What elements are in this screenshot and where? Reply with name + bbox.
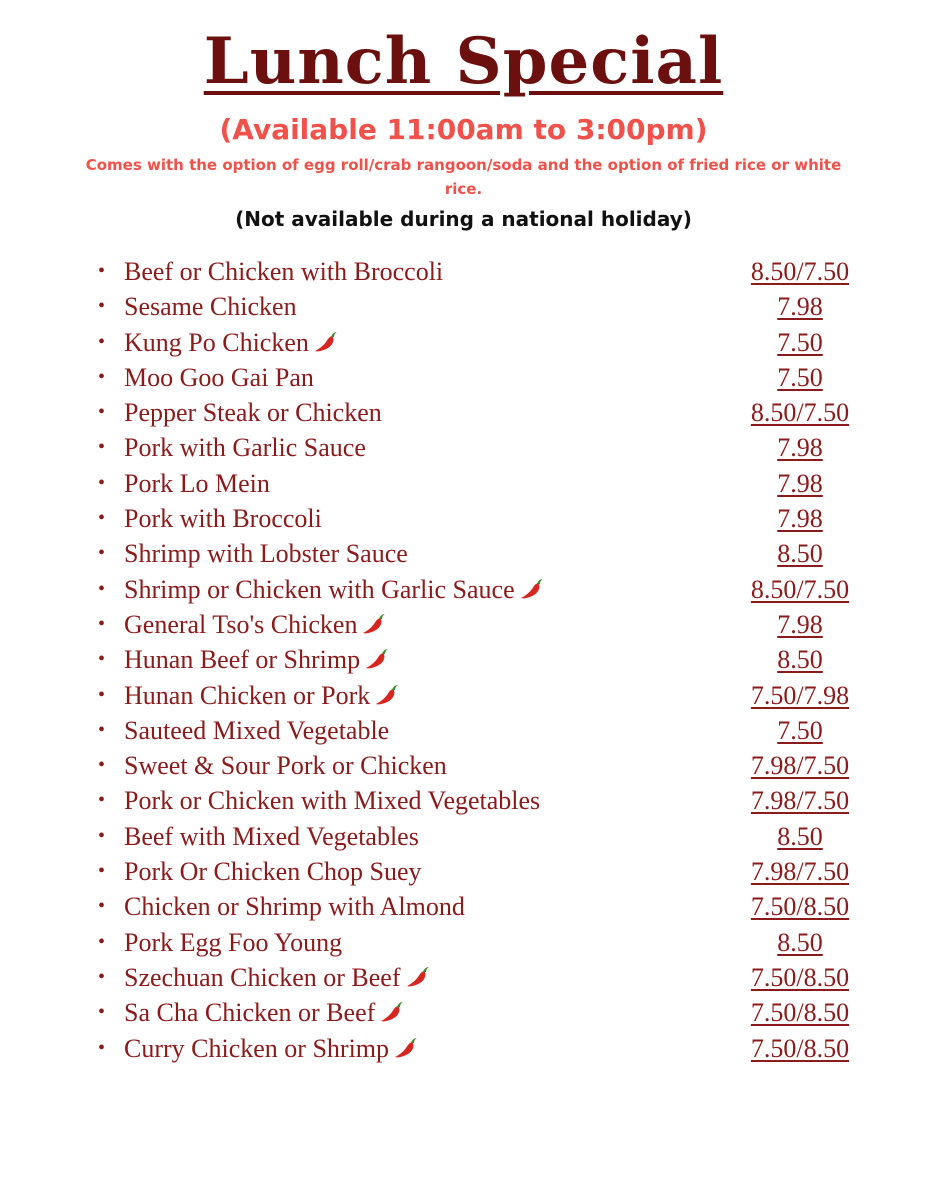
menu-item-price: 7.50	[777, 715, 823, 745]
menu-item	[0, 360, 927, 395]
menu-item-label: Beef or Chicken with Broccoli	[124, 257, 444, 286]
menu-item-price: 8.50	[777, 821, 823, 851]
menu-item	[0, 395, 927, 430]
menu-item-name	[124, 430, 366, 465]
menu-item-price: 8.50/7.50	[750, 574, 850, 604]
menu-item	[0, 501, 927, 536]
menu-item-label: Pork Or Chicken Chop Suey	[124, 857, 422, 887]
bullet-icon: •	[98, 577, 106, 600]
menu-item-name	[124, 713, 389, 748]
menu-item-name	[124, 642, 390, 677]
chili-pepper-icon	[361, 612, 387, 636]
menu-item-name	[124, 783, 540, 818]
bullet-icon: •	[98, 260, 106, 282]
bullet-icon: •	[98, 471, 106, 494]
menu-item-name	[124, 360, 314, 395]
menu-item-price: 7.50/8.50	[750, 962, 850, 992]
menu-item-name	[124, 289, 297, 324]
menu-item	[0, 289, 927, 324]
menu-item-name	[124, 854, 422, 889]
menu-item-label: Shrimp with Lobster Sauce	[124, 539, 408, 569]
menu-item-name	[124, 325, 339, 360]
menu-item-name	[124, 254, 443, 289]
menu-item-price: 8.50	[777, 927, 823, 957]
chili-pepper-icon	[313, 330, 339, 354]
chili-pepper-icon	[519, 577, 545, 601]
menu-item-price: 8.50/7.50	[750, 398, 850, 428]
bullet-icon: •	[98, 507, 106, 530]
menu-list	[0, 254, 927, 1066]
holiday-notice: (Not available during a national holiday)	[235, 207, 692, 231]
page-title	[0, 22, 927, 102]
menu-item-price: 7.50/8.50	[750, 998, 850, 1028]
bullet-icon: •	[98, 365, 106, 388]
menu-item-label: Hunan Beef or Shrimp	[124, 645, 361, 675]
menu-item-price: 7.98/7.50	[750, 857, 850, 887]
menu-item	[0, 783, 927, 818]
menu-item-label: Sweet & Sour Pork or Chicken	[124, 751, 447, 781]
menu-item-price: 8.50	[777, 539, 823, 569]
menu-item-label: Pork with Garlic Sauce	[124, 433, 366, 463]
menu-item	[0, 325, 927, 360]
menu-item	[0, 607, 927, 642]
menu-item	[0, 678, 927, 713]
menu-item	[0, 1031, 927, 1066]
menu-item-name	[124, 819, 419, 854]
menu-item	[0, 995, 927, 1030]
menu-item-price: 7.98/7.50	[750, 786, 850, 816]
menu-item-price: 7.98	[777, 609, 823, 639]
menu-item	[0, 536, 927, 571]
bullet-icon: •	[98, 295, 106, 318]
bullet-icon: •	[98, 965, 106, 988]
sides-note: Comes with the option of egg roll/crab rangoon/soda and the option of fried rice or white rice.	[85, 156, 842, 198]
menu-item	[0, 572, 927, 607]
menu-item-label: Szechuan Chicken or Beef	[124, 962, 401, 992]
menu-item-price: 7.98	[777, 468, 823, 498]
bullet-icon: •	[98, 754, 106, 777]
menu-item-label: Shrimp or Chicken with Garlic Sauce	[124, 574, 515, 604]
menu-item-name	[124, 572, 545, 607]
menu-item-label: Pork Lo Mein	[124, 468, 270, 498]
menu-item-label: Moo Goo Gai Pan	[124, 362, 314, 392]
menu-item	[0, 960, 927, 995]
bullet-icon: •	[98, 648, 106, 671]
menu-item-price: 7.50	[777, 327, 823, 357]
bullet-icon: •	[98, 436, 106, 459]
bullet-icon: •	[98, 789, 106, 812]
menu-item-name	[124, 748, 447, 783]
menu-item-name	[124, 536, 408, 571]
bullet-icon: •	[98, 718, 106, 741]
menu-item-label: General Tso's Chicken	[124, 609, 358, 639]
chili-pepper-icon	[393, 1036, 419, 1060]
menu-item-price: 7.98	[777, 504, 823, 534]
menu-item-label: Pork with Broccoli	[124, 504, 322, 534]
bullet-icon: •	[98, 683, 106, 706]
bullet-icon: •	[98, 401, 106, 424]
chili-pepper-icon	[364, 647, 390, 671]
menu-item-name	[124, 607, 387, 642]
menu-item-label: Hunan Chicken or Pork	[124, 680, 371, 710]
menu-item	[0, 925, 927, 960]
menu-item	[0, 889, 927, 924]
menu-item-label: Sauteed Mixed Vegetable	[124, 715, 390, 745]
menu-item	[0, 642, 927, 677]
menu-item-name	[124, 466, 270, 501]
bullet-icon: •	[98, 330, 106, 353]
menu-item-price: 7.98/7.50	[750, 751, 850, 781]
menu-item	[0, 854, 927, 889]
bullet-icon: •	[98, 612, 106, 635]
page-title-text: Lunch Special	[203, 24, 724, 99]
menu-item-price: 7.50/8.50	[750, 1033, 850, 1063]
menu-item	[0, 254, 927, 289]
menu-item-label: Chicken or Shrimp with Almond	[124, 892, 465, 922]
bullet-icon: •	[98, 542, 106, 565]
menu-item-price: 7.50	[777, 362, 823, 392]
menu-item-label: Kung Po Chicken	[124, 327, 309, 357]
bullet-icon: •	[98, 1036, 106, 1059]
menu-item-label: Pepper Steak or Chicken	[124, 398, 382, 428]
menu-item	[0, 713, 927, 748]
availability-hours: (Available 11:00am to 3:00pm)	[219, 113, 708, 146]
menu-item-name	[124, 501, 322, 536]
menu-item-price: 7.98	[777, 292, 823, 322]
menu-item-name	[124, 1031, 419, 1066]
menu-item-name	[124, 678, 400, 713]
menu-item-name	[124, 889, 465, 924]
menu-item-name	[124, 960, 431, 995]
menu-item-name	[124, 395, 382, 430]
chili-pepper-icon	[374, 683, 400, 707]
menu-item-price: 7.98	[777, 433, 823, 463]
menu-item-name	[124, 995, 405, 1030]
chili-pepper-icon	[405, 965, 431, 989]
bullet-icon: •	[98, 824, 106, 847]
menu-item-label: Pork Egg Foo Young	[124, 927, 343, 957]
bullet-icon: •	[98, 1001, 106, 1024]
bullet-icon: •	[98, 860, 106, 883]
menu-item-price: 7.50/8.50	[750, 892, 850, 922]
menu-item-label: Sa Cha Chicken or Beef	[124, 998, 376, 1028]
menu-item-label: Sesame Chicken	[124, 292, 297, 322]
menu-item-name	[124, 925, 342, 960]
menu-item-label: Pork or Chicken with Mixed Vegetables	[124, 786, 541, 816]
menu-item	[0, 819, 927, 854]
menu-item-price: 7.50/7.98	[750, 680, 850, 710]
bullet-icon: •	[98, 895, 106, 918]
menu-item	[0, 748, 927, 783]
menu-item	[0, 466, 927, 501]
menu-item-price: 8.50/7.50	[750, 257, 850, 286]
menu-item-label: Beef with Mixed Vegetables	[124, 821, 419, 851]
chili-pepper-icon	[379, 1000, 405, 1024]
bullet-icon: •	[98, 930, 106, 953]
menu-item	[0, 430, 927, 465]
menu-item-price: 8.50	[777, 645, 823, 675]
menu-item-label: Curry Chicken or Shrimp	[124, 1033, 390, 1063]
